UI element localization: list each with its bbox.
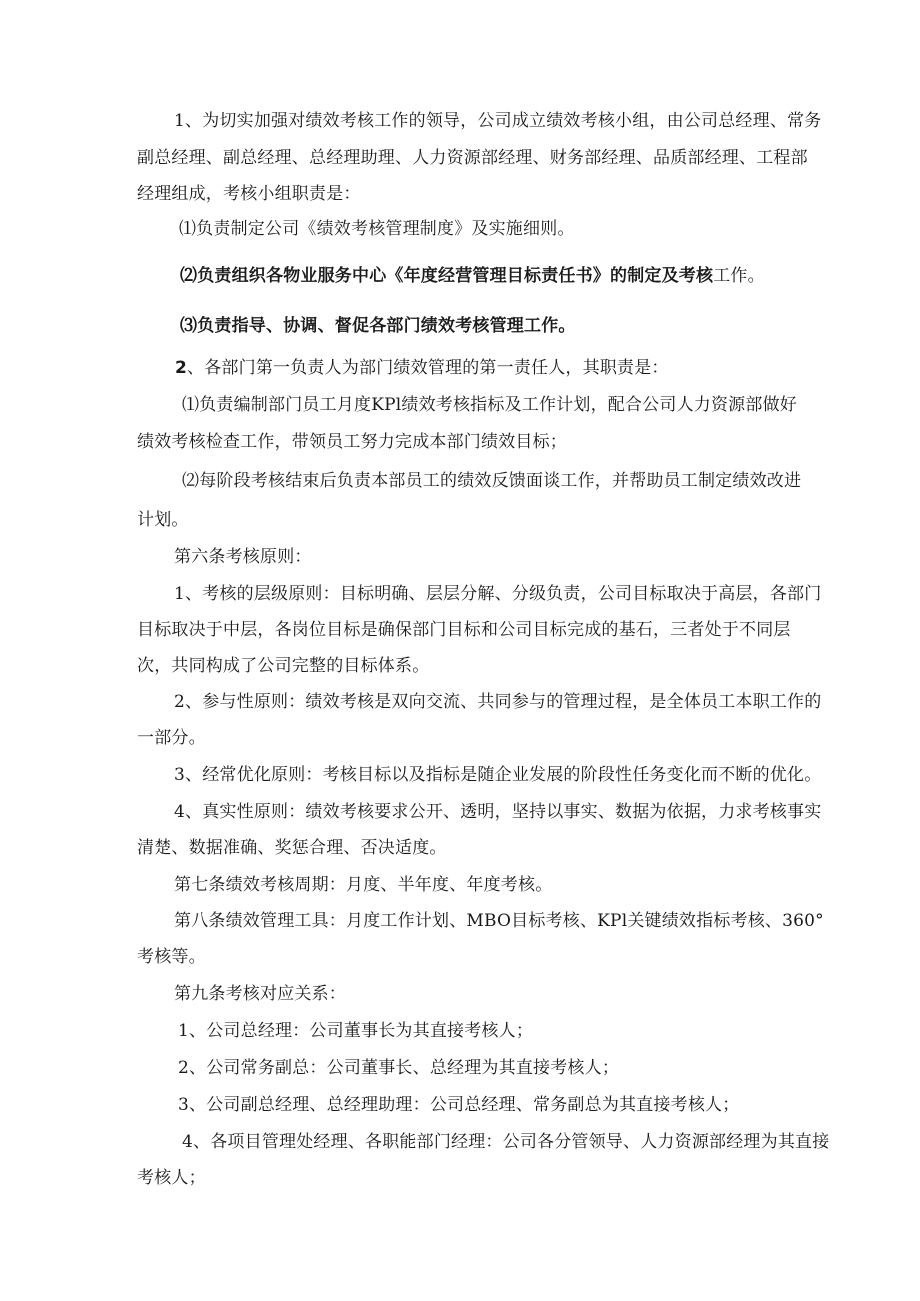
paragraph-line: 3、经常优化原则：考核目标以及指标是随企业发展的阶段性任务变化而不断的优化。 bbox=[174, 765, 822, 785]
section-heading: 第九条考核对应关系： bbox=[174, 984, 346, 1004]
paragraph-line: 目标取决于中层，各岗位目标是确保部门目标和公司目标完成的基石，三者处于不同层 bbox=[137, 620, 791, 640]
bold-text: ⑵负责组织各物业服务中心《年度经营管理目标责任书》的制定及考核 bbox=[180, 266, 714, 286]
paragraph-line: 次，共同构成了公司完整的目标体系。 bbox=[137, 656, 430, 676]
paragraph-line: 1、考核的层级原则：目标明确、层层分解、分级负责，公司目标取决于高层，各部门 bbox=[174, 584, 822, 604]
paragraph-line: 1、为切实加强对绩效考核工作的领导，公司成立绩效考核小组，由公司总经理、常务 bbox=[174, 111, 822, 131]
paragraph-line: 2、参与性原则：绩效考核是双向交流、共同参与的管理过程，是全体员工本职工作的 bbox=[174, 692, 822, 712]
paragraph-line: ⑵每阶段考核结束后负责本部员工的绩效反馈面谈工作，并帮助员工制定绩效改进 bbox=[182, 471, 802, 491]
paragraph-line: 计划。 bbox=[137, 510, 189, 530]
paragraph-line: ⑴负责编制部门员工月度KPl绩效考核指标及工作计划，配合公司人力资源部做好 bbox=[182, 395, 797, 415]
paragraph-line: 一部分。 bbox=[137, 728, 206, 748]
section-heading: 第七条绩效考核周期：月度、半年度、年度考核。 bbox=[174, 875, 553, 895]
paragraph-line: 考核等。 bbox=[137, 947, 206, 967]
paragraph-line: 经理组成，考核小组职责是： bbox=[137, 184, 361, 204]
paragraph-line: ⑶负责指导、协调、督促各部门绩效考核管理工作。 bbox=[180, 316, 576, 336]
paragraph-line: 4、真实性原则：绩效考核要求公开、透明，坚持以事实、数据为依据，力求考核事实 bbox=[174, 802, 822, 822]
paragraph-line: 副总经理、副总经理、总经理助理、人力资源部经理、财务部经理、品质部经理、工程部 bbox=[137, 148, 808, 168]
paragraph-line: 绩效考核检查工作，带领员工努力完成本部门绩效目标； bbox=[137, 432, 567, 452]
regular-text: 、各部门第一负责人为部门绩效管理的第一责任人，其职责是： bbox=[187, 358, 669, 378]
paragraph-line bbox=[175, 356, 669, 380]
paragraph-line: 清楚、数据准确、奖惩合理、否决适度。 bbox=[137, 838, 447, 858]
paragraph-line bbox=[180, 264, 765, 288]
list-item: 3、公司副总经理、总经理助理：公司总经理、常务副总为其直接考核人； bbox=[178, 1095, 740, 1115]
paragraph-line: ⑴负责制定公司《绩效考核管理制度》及实施细则。 bbox=[179, 219, 575, 239]
list-item: 4、各项目管理处经理、各职能部门经理：公司各分管领导、人力资源部经理为其直接 bbox=[182, 1132, 830, 1152]
list-item: 1、公司总经理：公司董事长为其直接考核人； bbox=[178, 1021, 534, 1041]
paragraph-line: 考核人； bbox=[137, 1168, 206, 1188]
section-heading: 第六条考核原则： bbox=[174, 547, 312, 567]
section-heading: 第八条绩效管理工具：月度工作计划、MBO目标考核、KPl关键绩效指标考核、360° bbox=[174, 911, 824, 931]
list-item: 2、公司常务副总：公司董事长、总经理为其直接考核人； bbox=[178, 1058, 620, 1078]
regular-text: 工作。 bbox=[713, 266, 765, 286]
bold-number: 2 bbox=[175, 358, 188, 378]
